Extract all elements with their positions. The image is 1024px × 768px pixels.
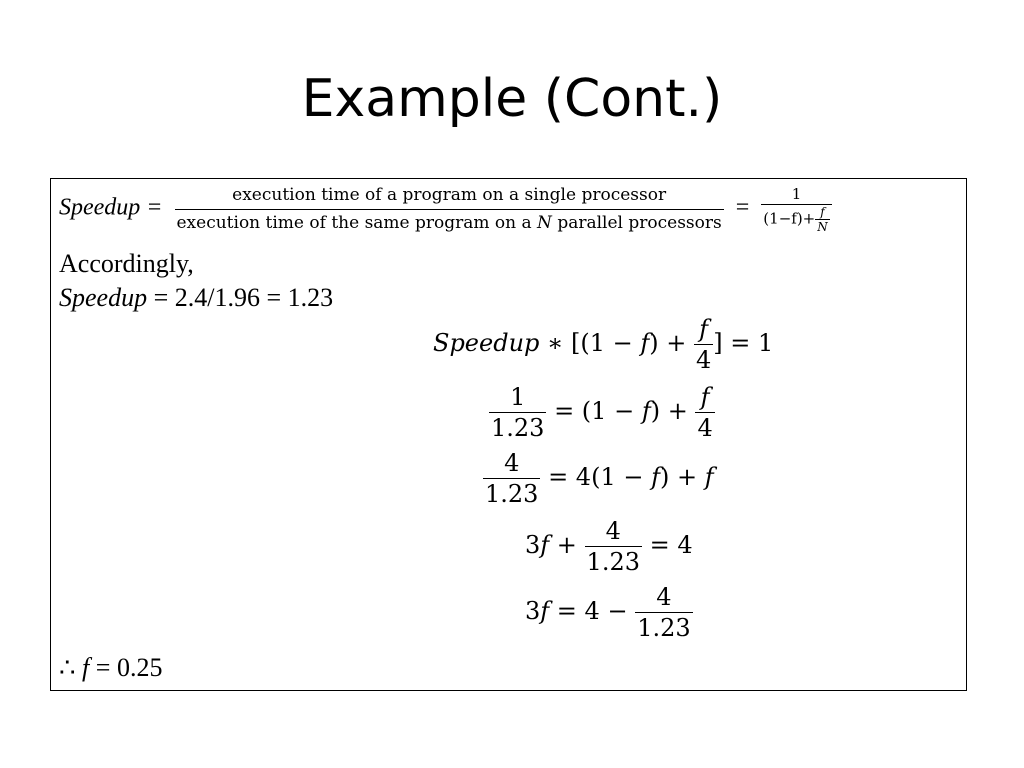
slide-title: Example (Cont.) bbox=[301, 69, 723, 129]
definition-equals: = bbox=[735, 194, 750, 221]
definition-denominator: execution time of the same program on a N parallel processors bbox=[176, 213, 722, 233]
equation-step-4: 3f + $\frac{4}{1.23}$ = 4 bbox=[525, 517, 693, 576]
amdahl-denominator: (1−f)+ $\frac{f}{N}$ bbox=[763, 205, 828, 234]
accordingly-text: Accordingly, bbox=[59, 249, 194, 278]
speedup-lhs: Speedup = bbox=[59, 194, 163, 221]
equation-step-3: $\frac{4}{1.23}$ = 4(1 − f) + f bbox=[485, 449, 714, 508]
amdahl-numerator: 1 bbox=[761, 185, 831, 205]
equation-step-2: $\frac{1}{1.23}$ = (1 − f) + $\frac{f}{4}$ bbox=[491, 383, 713, 442]
definition-fraction bbox=[175, 183, 724, 235]
equation-step-5: 3f = 4 − $\frac{4}{1.23}$ bbox=[525, 583, 691, 642]
equation-step-1: Speedup ∗ [(1 − f) + $\frac{f}{4}$ ] = 1 bbox=[433, 315, 774, 374]
equation-box bbox=[50, 178, 967, 691]
answer-line: ∴ f = 0.25 bbox=[59, 653, 163, 682]
speedup-value-line: Speedup = 2.4/1.96 = 1.23 bbox=[59, 283, 334, 312]
amdahl-fraction bbox=[761, 185, 831, 233]
definition-numerator: execution time of a program on a single processor bbox=[175, 183, 724, 210]
speedup-definition bbox=[59, 183, 832, 235]
